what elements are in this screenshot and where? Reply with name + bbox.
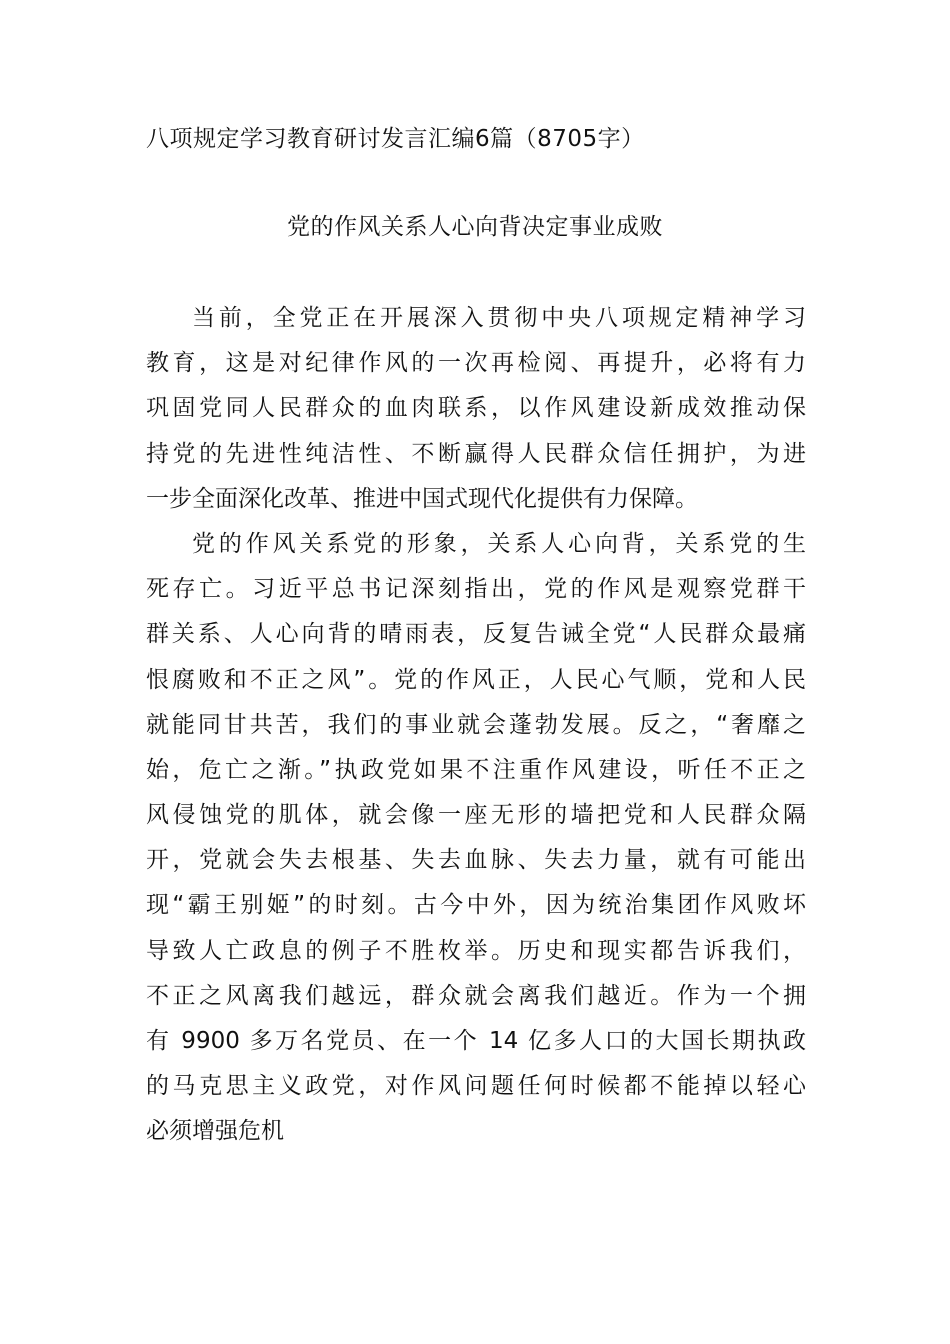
paragraph-line: 死存亡。习近平总书记深刻指出，党的作风是观察党群干 (146, 576, 806, 603)
paragraph-line: 风侵蚀党的肌体，就会像一座无形的墙把党和人民群众隔 (146, 802, 806, 829)
paragraph-line: 当前，全党正在开展深入贯彻中央八项规定精神学习 (192, 305, 806, 331)
paragraph-line: 必须增强危机 (146, 1118, 284, 1145)
paragraph-line: 恨腐败和不正之风”。党的作风正，人民心气顺，党和人民 (146, 666, 806, 693)
paragraph-line: 现“霸王别姬”的时刻。古今中外，因为统治集团作风败坏 (146, 892, 806, 919)
paragraph-line: 有 9900 多万名党员、在一个 14 亿多人口的大国长期执政 (146, 1028, 806, 1054)
paragraph-line: 党的作风关系党的形象，关系人心向背，关系党的生 (192, 530, 806, 557)
paragraph-line: 导致人亡政息的例子不胜枚举。历史和现实都告诉我们， (146, 937, 806, 964)
paragraph-line: 教育，这是对纪律作风的一次再检阅、再提升，必将有力 (146, 350, 806, 377)
document-subtitle: 党的作风关系人心向背决定事业成败 (287, 214, 663, 240)
paragraph-line: 群关系、人心向背的晴雨表，反复告诫全党“人民群众最痛 (146, 621, 806, 648)
paragraph-line: 的马克思主义政党，对作风问题任何时候都不能掉以轻心 (146, 1073, 806, 1100)
paragraph-line: 持党的先进性纯洁性、不断赢得人民群众信任拥护，为进 (146, 440, 806, 467)
paragraph-1 (146, 296, 806, 522)
paragraph-line: 不正之风离我们越远，群众就会离我们越近。作为一个拥 (146, 982, 806, 1009)
paragraph-line: 巩固党同人民群众的血肉联系，以作风建设新成效推动保 (146, 395, 806, 422)
paragraph-line: 一步全面深化改革、推进中国式现代化提供有力保障。 (146, 485, 698, 512)
paragraph-line: 就能同甘共苦，我们的事业就会蓬勃发展。反之，“奢靡之 (146, 711, 806, 738)
document-title: 八项规定学习教育研讨发言汇编6篇（8705字） (146, 126, 645, 152)
paragraph-line: 开，党就会失去根基、失去血脉、失去力量，就有可能出 (146, 847, 806, 874)
paragraph-2 (146, 522, 806, 1155)
document-body (146, 296, 806, 1155)
paragraph-line: 始，危亡之渐。”执政党如果不注重作风建设，听任不正之 (146, 756, 806, 783)
